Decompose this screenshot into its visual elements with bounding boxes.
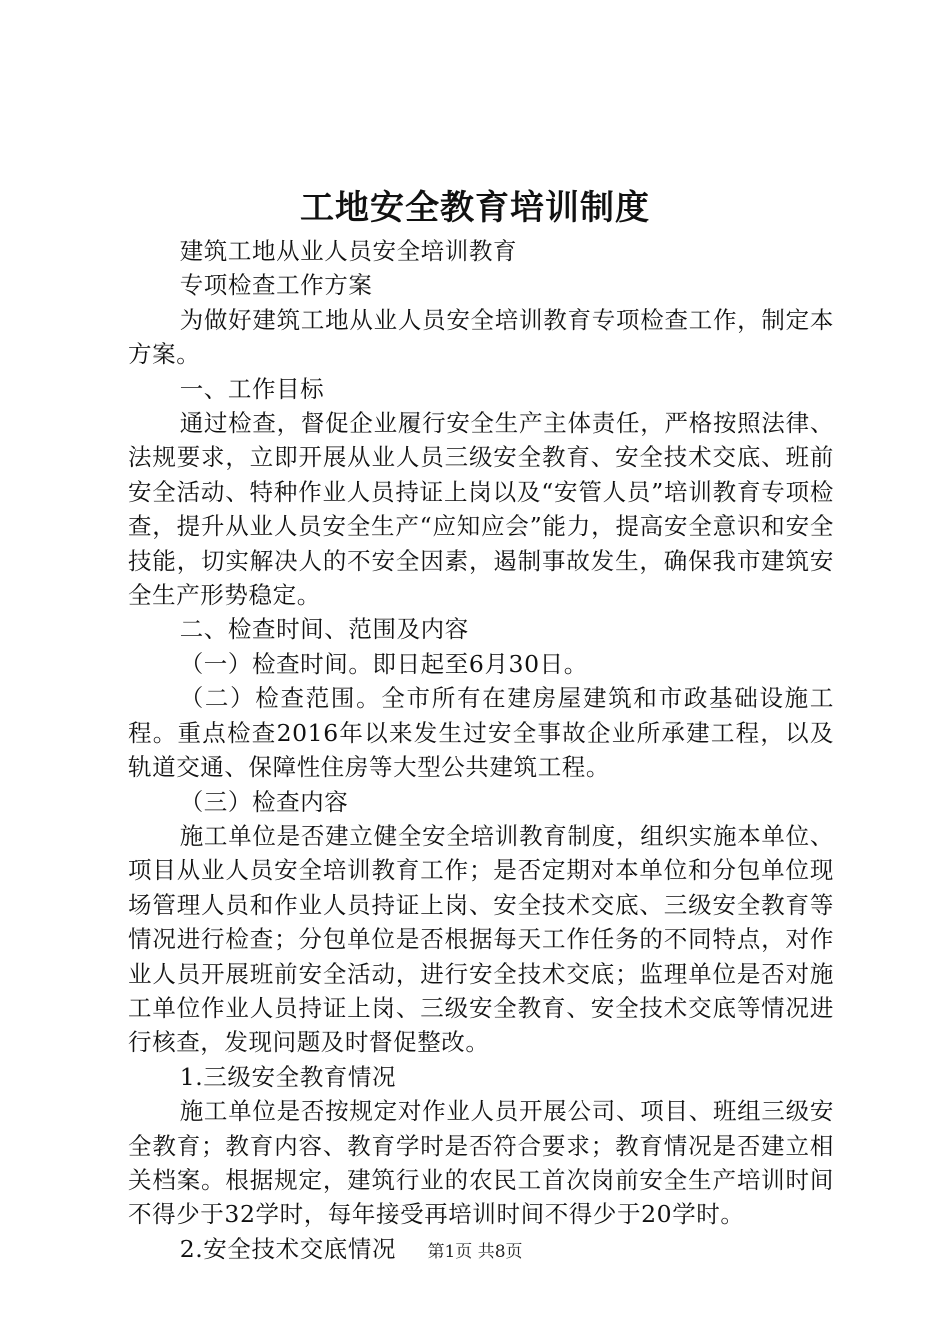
paragraph: 专项检查工作方案 [179,271,373,300]
document-body [128,234,834,1266]
subsection-heading: 2.安全技术交底情况 [179,1234,397,1263]
document-title: 工地安全教育培训制度 [300,188,650,228]
section-heading: 二、检查时间、范围及内容 [179,615,469,644]
paragraph: （一）检查时间。即日起至6月30日。 [179,649,588,678]
subsection-heading: 1.三级安全教育情况 [179,1062,397,1091]
section-heading: 一、工作目标 [179,374,325,403]
paragraph: 建筑工地从业人员安全培训教育 [179,237,518,265]
paragraph: （二）检查范围。全市所有在建房屋建筑和市政基础设施工程。重点检查2016年以来发生过安全事故企业所承建工程，以及轨道交通、保障性住房等大型公共建筑工程。 [128,684,834,782]
paragraph: 施工单位是否按规定对作业人员开展公司、项目、班组三级安全教育；教育内容、教育学时是否符合要求；教育情况是否建立相关档案。根据规定，建筑行业的农民工首次岗前安全生产培训时间不得少于32学时，每年接受再培训时间不得少于20学时。 [128,1097,834,1229]
page-number: 第1页 共8页 [427,1242,523,1262]
subsection-heading: （三）检查内容 [179,787,349,816]
paragraph: 施工单位是否建立健全安全培训教育制度，组织实施本单位、项目从业人员安全培训教育工作；是否定期对本单位和分包单位现场管理人员和作业人员持证上岗、安全技术交底、三级安全教育等情况进行检查；分包单位是否根据每天工作任务的不同特点，对作业人员开展班前安全活动，进行安全技术交底；监理单位是否对施工单位作业人员持证上岗、三级安全教育、安全技术交底等情况进行核查，发现问题及时督促整改。 [128,821,834,1057]
paragraph: 通过检查，督促企业履行安全生产主体责任，严格按照法律、法规要求，立即开展从业人员三级安全教育、安全技术交底、班前安全活动、特种作业人员持证上岗以及“安管人员”培训教育专项检查，提升从业人员安全生产“应知应会”能力，提高安全意识和安全技能，切实解决人的不安全因素，遏制事故发生，确保我市建筑安全生产形势稳定。 [128,409,834,610]
paragraph: 为做好建筑工地从业人员安全培训教育专项检查工作，制定本方案。 [128,305,834,369]
